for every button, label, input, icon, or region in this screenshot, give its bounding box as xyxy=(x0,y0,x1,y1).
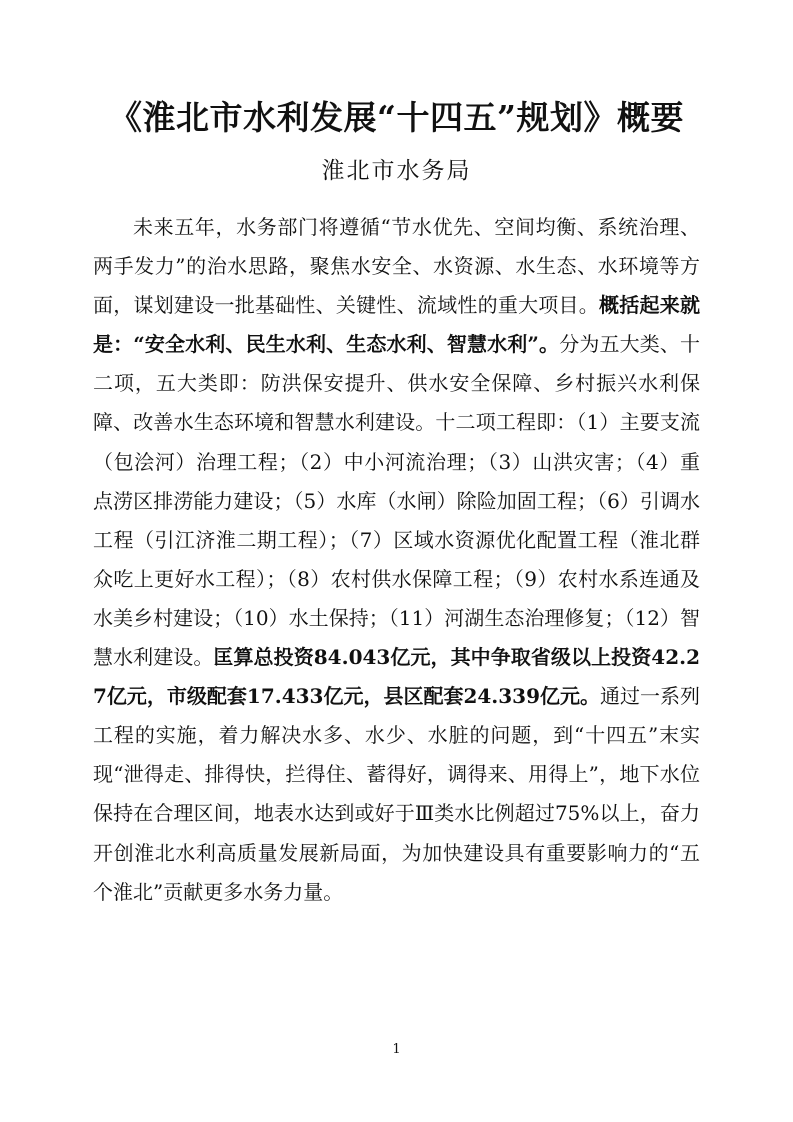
paragraph-text: 未来五年，水务部门将遵循“节水优先、空间均衡、系统治理、两手发力”的治水思路，聚焦水安全、水资源、水生态、水环境等方面，谋划建设一批基础性、关键性、流域性的重大项目。 xyxy=(93,215,700,318)
paragraph-text: 通过一系列工程的实施，着力解决水多、水少、水脏的问题，到“十四五”末实现“泄得走、排得快，拦得住、蓄得好，调得来、用得上”，地下水位保持在合理区间，地表水达到或好于Ⅲ类水比例超过75%以上，奋力开创淮北水利高质量发展新局面，为加快建设具有重要影响力的“五个淮北”贡献更多水务力量。 xyxy=(93,684,701,904)
document-title: 《淮北市水利发展“十四五”规划》概要 xyxy=(109,98,684,137)
paragraph-bold-investment: 匡算总投资84.043亿元，其中争取省级以上投资42.27亿元，市级配套17.433亿元，县区配套24.339亿元。 xyxy=(93,645,700,709)
paragraph-bold-summary: 概括起来就是：“安全水利、民生水利、生态水利、智慧水利”。 xyxy=(93,293,701,357)
page-number: 1 xyxy=(392,1042,401,1057)
body-paragraph xyxy=(93,208,700,912)
document-author: 淮北市水务局 xyxy=(321,158,472,184)
paragraph-text: 分为五大类、十二项，五大类即：防洪保安提升、供水安全保障、乡村振兴水利保障、改善水生态环境和智慧水利建设。十二项工程即：（1）主要支流（包浍河）治理工程；（2）中小河流治理；（3）山洪灾害；（4）重点涝区排涝能力建设；（5）水库（水闸）除险加固工程；（6）引调水工程（引江济淮二期工程）；（7）区域水资源优化配置工程（淮北群众吃上更好水工程）；（8）农村供水保障工程；（9）农村水系连通及水美乡村建设；（10）水土保持；（11）河湖生态治理修复；（12）智慧水利建设。 xyxy=(93,332,700,670)
